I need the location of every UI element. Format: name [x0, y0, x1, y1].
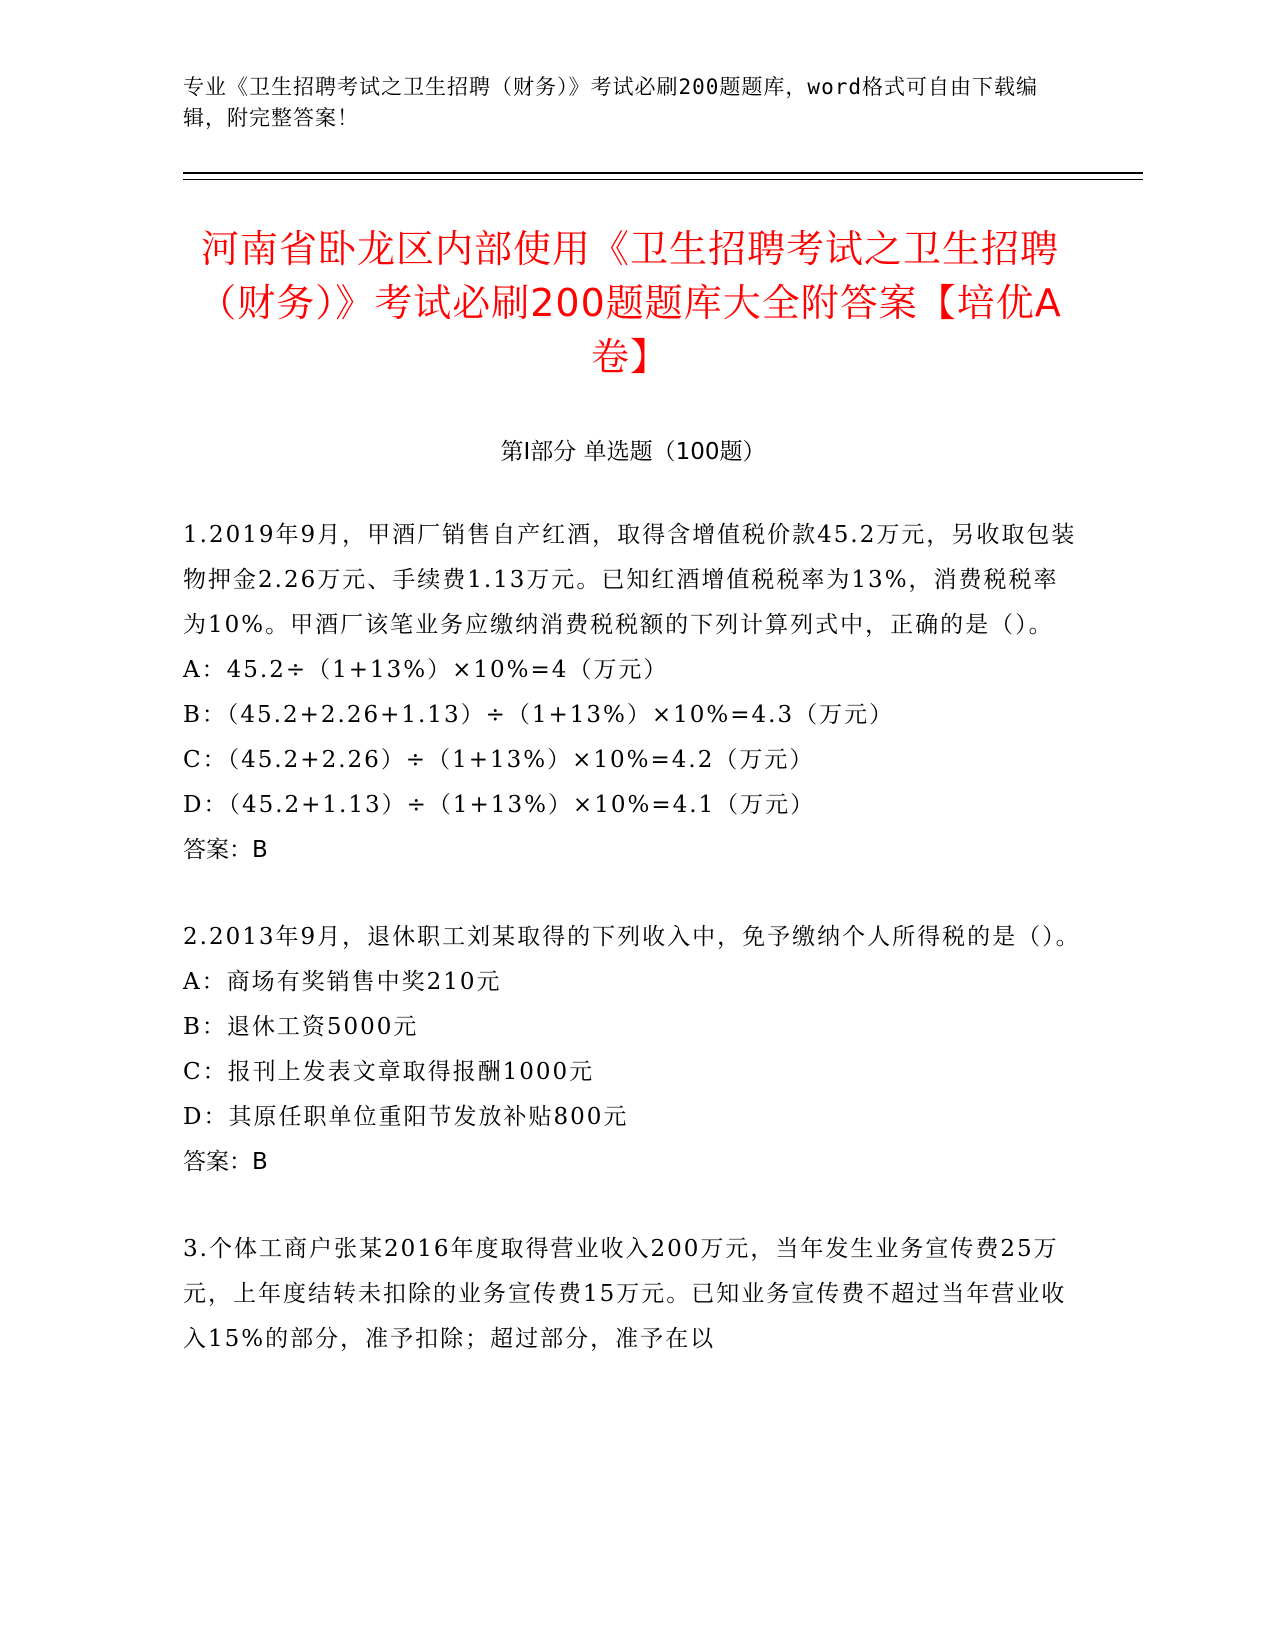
- option-d: D：（45.2+1.13）÷（1+13%）×10%=4.1（万元）: [183, 792, 816, 818]
- question-3: [183, 1227, 1083, 1362]
- section-heading: 第Ⅰ部分 单选题（100题）: [500, 439, 766, 465]
- header-rule-thick: [183, 172, 1143, 174]
- option-a: A：商场有奖销售中奖210元: [183, 969, 502, 995]
- option-d: D：其原任职单位重阳节发放补贴800元: [183, 1104, 629, 1130]
- question-1: [183, 513, 1083, 873]
- header-rule-thin: [183, 179, 1143, 180]
- question-spacer: [183, 873, 1083, 915]
- document-title: 河南省卧龙区内部使用《卫生招聘考试之卫生招聘（财务）》考试必刷200题题库大全附答案【培优A卷】: [198, 227, 1062, 379]
- question-answer: 答案：B: [183, 1149, 268, 1175]
- option-a: A：45.2÷（1+13%）×10%=4（万元）: [183, 657, 669, 683]
- question-answer: 答案：B: [183, 837, 268, 863]
- option-c: C：报刊上发表文章取得报酬1000元: [183, 1059, 595, 1085]
- option-b: B：退休工资5000元: [183, 1014, 419, 1040]
- question-stem: 1.2019年9月，甲酒厂销售自产红酒，取得含增值税价款45.2万元，另收取包装物押金2.26万元、手续费1.13万元。已知红酒增值税税率为13%，消费税税率为10%。甲酒厂该笔业务应缴纳消费税税额的下列计算列式中，正确的是（）。: [183, 522, 1077, 638]
- question-list: [183, 513, 1083, 1362]
- question-2: [183, 915, 1083, 1185]
- question-stem: 3.个体工商户张某2016年度取得营业收入200万元，当年发生业务宣传费25万元，上年度结转未扣除的业务宣传费15万元。已知业务宣传费不超过当年营业收入15%的部分，准予扣除；超过部分，准予在以: [183, 1236, 1067, 1352]
- header-note: 专业《卫生招聘考试之卫生招聘（财务）》考试必刷200题题库，word格式可自由下载编辑，附完整答案！: [183, 75, 1038, 130]
- question-stem: 2.2013年9月，退休职工刘某取得的下列收入中，免予缴纳个人所得税的是（）。: [183, 924, 1081, 950]
- question-spacer: [183, 1185, 1083, 1227]
- option-c: C：（45.2+2.26）÷（1+13%）×10%=4.2（万元）: [183, 747, 815, 773]
- option-b: B：（45.2+2.26+1.13）÷（1+13%）×10%=4.3（万元）: [183, 702, 895, 728]
